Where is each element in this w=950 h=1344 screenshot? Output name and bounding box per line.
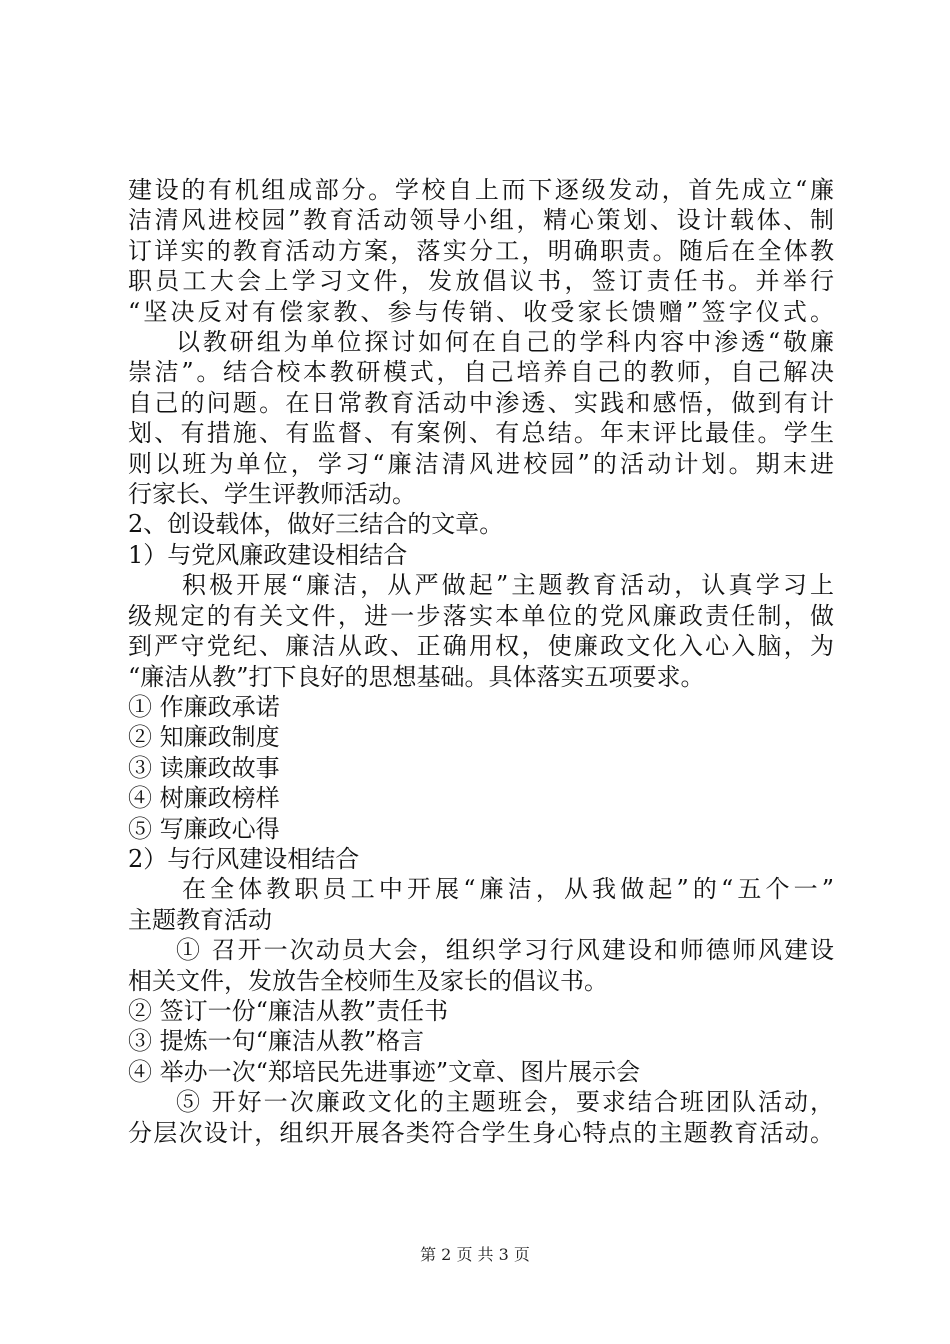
list-item: [128, 935, 834, 996]
list-item: ③ 提炼一句“廉洁从教”格言: [128, 1027, 425, 1056]
list-item: ⑤ 写廉政心得: [128, 814, 280, 843]
text-line: “坚决反对有偿家教、参与传销、收受家长馈赠”签字仪式。: [128, 297, 834, 326]
section-heading: 2、创设载体，做好三结合的文章。: [128, 510, 504, 539]
text-line: 职员工大会上学习文件，发放倡议书，签订责任书。并举行: [128, 267, 834, 296]
text-line: 积极开展“廉洁，从严做起”主题教育活动，认真学习上: [182, 571, 834, 600]
text-line: 则以班为单位，学习“廉洁清风进校园”的活动计划。期末进: [128, 449, 834, 478]
text-line: 崇洁”。结合校本教研模式，自己培养自己的教师，自己解决: [128, 358, 834, 387]
text-line: 建设的有机组成部分。学校自上而下逐级发动，首先成立“廉: [128, 176, 834, 204]
text-line: 到严守党纪、廉洁从政、正确用权，使廉政文化入心入脑，为: [128, 632, 834, 661]
text-line: 划、有措施、有监督、有案例、有总结。年末评比最佳。学生: [128, 419, 834, 448]
text-line: 行家长、学生评教师活动。: [128, 480, 416, 509]
body-text: [128, 175, 834, 1148]
list-item: ③ 读廉政故事: [128, 753, 280, 782]
paragraph-4: [128, 874, 834, 935]
text-line: 自己的问题。在日常教育活动中渗透、实践和感悟，做到有计: [128, 388, 834, 417]
subsection-heading: 1）与党风廉政建设相结合: [128, 540, 408, 569]
list-item: ② 签订一份“廉洁从教”责任书: [128, 996, 449, 1025]
list-item: ② 知廉政制度: [128, 723, 280, 752]
list-item: ① 作廉政承诺: [128, 692, 280, 721]
text-line: ⑤ 开好一次廉政文化的主题班会，要求结合班团队活动，: [176, 1088, 834, 1117]
text-line: 订详实的教育活动方案，落实分工，明确职责。随后在全体教: [128, 236, 834, 265]
text-line: ① 召开一次动员大会，组织学习行风建设和师德师风建设: [176, 936, 834, 965]
subsection-heading: 2）与行风建设相结合: [128, 844, 360, 873]
paragraph-2: [128, 327, 834, 509]
paragraph-3: [128, 570, 834, 692]
text-line: 在全体教职员工中开展“廉洁，从我做起”的“五个一”: [182, 875, 834, 904]
list-item: [128, 1087, 834, 1148]
list-item: ④ 树廉政榜样: [128, 784, 280, 813]
text-line: “廉洁从教”打下良好的思想基础。具体落实五项要求。: [128, 662, 705, 691]
text-line: 相关文件，发放告全校师生及家长的倡议书。: [128, 966, 608, 995]
text-line: 分层次设计，组织开展各类符合学生身心特点的主题教育活动。: [128, 1118, 834, 1147]
text-line: 洁清风进校园”教育活动领导小组，精心策划、设计载体、制: [128, 206, 834, 235]
text-line: 以教研组为单位探讨如何在自己的学科内容中渗透“敬廉: [176, 328, 834, 357]
list-item: ④ 举办一次“郑培民先进事迹”文章、图片展示会: [128, 1057, 641, 1086]
paragraph-1: [128, 175, 834, 327]
text-line: 级规定的有关文件，进一步落实本单位的党风廉政责任制，做: [128, 601, 834, 630]
text-line: 主题教育活动: [128, 905, 272, 934]
page-footer: 第 2 页 共 3 页: [420, 1245, 530, 1264]
